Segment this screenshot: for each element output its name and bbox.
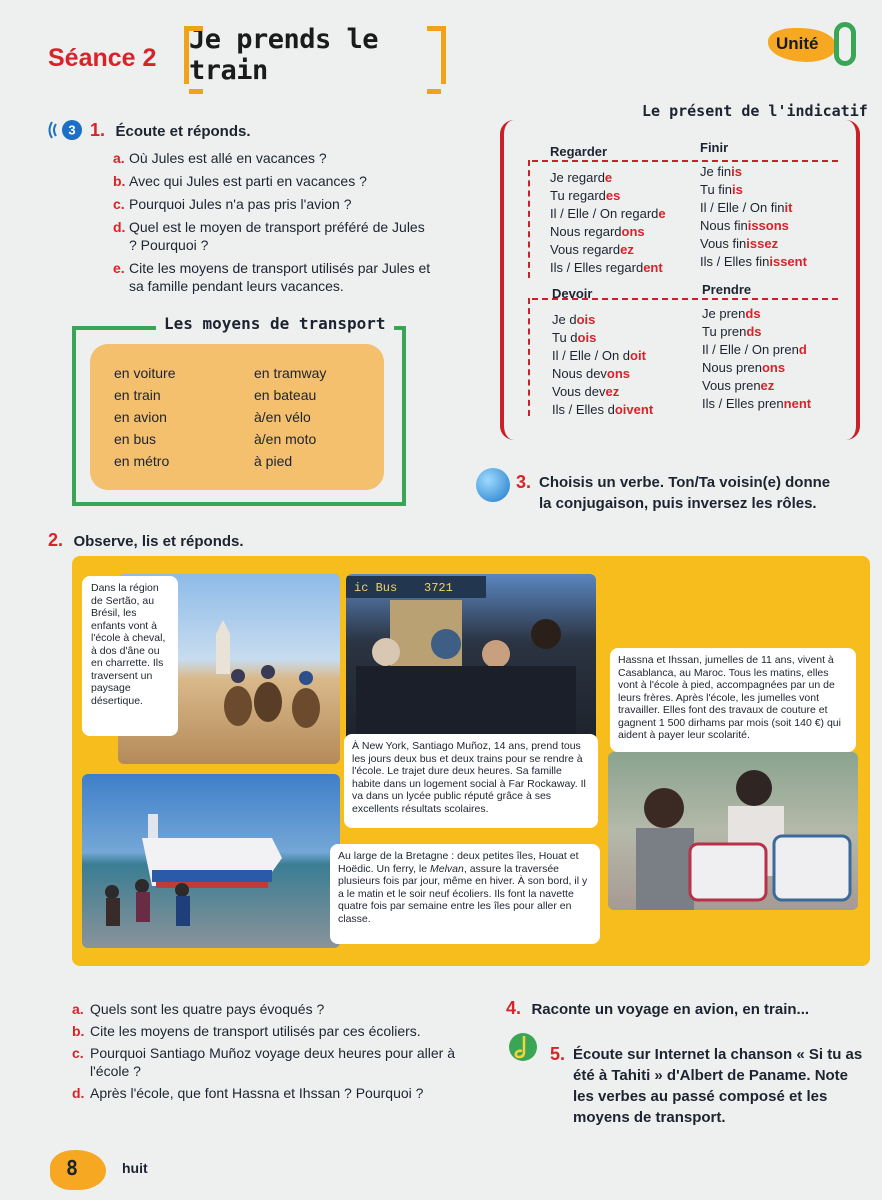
- conjugation-stem: Je regard: [550, 170, 605, 185]
- question-text: Quel est le moyen de transport préféré de Jules ? Pourquoi ?: [129, 219, 425, 253]
- conjugation-ending: nent: [783, 396, 812, 411]
- conjugation-row: [702, 359, 811, 377]
- transport-item: en avion: [114, 409, 167, 425]
- conjugation-title: Le présent de l'indicatif: [636, 102, 874, 120]
- conjugation-stem: Vous dev: [552, 384, 606, 399]
- caption-bresil: Dans la région de Sertão, au Brésil, les enfants vont à l'école à cheval, à dos d'âne ou en charrette. Ils traversent un paysage désertique.: [82, 576, 178, 736]
- question-item: [72, 1022, 472, 1040]
- conjugation-ending: is: [731, 164, 742, 179]
- conjugation-ending: ez: [605, 384, 620, 399]
- caption-newyork: À New York, Santiago Muñoz, 14 ans, prend tous les jours deux bus et deux trains pour se rendre à l'école. Le trajet dure deux heures. Sa famille habite dans un logement social à Far Rockaway. Il va dans un lycée public réputé grâce à ses excellents résultats scolaires.: [344, 734, 598, 828]
- conjugation-stem: Nous dev: [552, 366, 607, 381]
- exercise-2-questions: [72, 1000, 472, 1106]
- conjugation-row: [550, 169, 666, 187]
- unit-badge: [768, 22, 864, 66]
- conjugation-row: [702, 395, 811, 413]
- conjugation-ending: it: [784, 200, 793, 215]
- conjugation-ending: ons: [606, 366, 631, 381]
- conjugation-row: [552, 329, 653, 347]
- verb-forms: [702, 305, 811, 413]
- photo-bretagne: [82, 774, 340, 948]
- conjugation-row: [550, 205, 666, 223]
- photo-newyork: [346, 574, 596, 744]
- audio-track-number: 3: [68, 122, 76, 138]
- seance-label: Séance 2: [48, 44, 157, 72]
- conjugation-ending: ds: [746, 324, 762, 339]
- question-letter: c.: [72, 1045, 84, 1061]
- verb-name: Regarder: [550, 144, 608, 159]
- question-letter: a.: [72, 1001, 84, 1017]
- transport-item: en bateau: [254, 387, 317, 403]
- conjugation-row: [552, 383, 653, 401]
- unit-label: Unité: [776, 34, 819, 53]
- question-text: Avec qui Jules est parti en vacances ?: [129, 173, 367, 189]
- caption-maroc: Hassna et Ihssan, jumelles de 11 ans, vivent à Casablanca, au Maroc. Tous les matins, elles vont à l'école à pied, accompagnées par un de leurs frères. Après l'école, les jumelles vont travailler. Elles font des travaux de couture et gagnent 1 500 dirhams par mois (soit 140 €) qui aident à payer leur scolarité.: [610, 648, 856, 752]
- caption-bretagne: [330, 844, 600, 944]
- conjugation-row: [700, 181, 807, 199]
- exercise-2-title: Observe, lis et réponds.: [73, 533, 244, 550]
- lesson-title-frame: [184, 26, 446, 84]
- conjugation-ending: is: [732, 182, 743, 197]
- exercise-5-text: Écoute sur Internet la chanson « Si tu as été à Tahiti » d'Albert de Paname. Note les verbes au passé composé et les moyens de transport.: [573, 1046, 863, 1126]
- exercise-3-number: 3.: [516, 472, 532, 492]
- conjugation-row: [552, 365, 653, 383]
- conjugation-stem: Je d: [552, 312, 577, 327]
- question-item: [72, 1044, 472, 1080]
- conjugation-row: [550, 187, 666, 205]
- question-text: Quels sont les quatre pays évoqués ?: [90, 1001, 325, 1017]
- conjugation-stem: Nous fin: [700, 218, 748, 233]
- verb-block-prendre: [702, 282, 811, 413]
- conjugation-stem: Tu d: [552, 330, 578, 345]
- question-letter: c.: [113, 196, 125, 212]
- conjugation-divider: [528, 298, 530, 416]
- exercise-4-text: Raconte un voyage en avion, en train...: [531, 1001, 810, 1018]
- conjugation-ending: e: [658, 206, 666, 221]
- verb-name: Prendre: [702, 282, 752, 297]
- verb-forms: [550, 169, 666, 277]
- conjugation-row: [552, 311, 653, 329]
- transport-list-left: [114, 362, 175, 472]
- conjugation-ending: oivent: [614, 402, 654, 417]
- conjugation-ending: issez: [746, 236, 779, 251]
- exercise-5: [550, 1044, 870, 1128]
- question-text: Cite les moyens de transport utilisés par ces écoliers.: [90, 1023, 421, 1039]
- transport-title: Les moyens de transport: [156, 314, 394, 333]
- transport-item: en métro: [114, 453, 170, 469]
- transport-item: en voiture: [114, 365, 176, 381]
- conjugation-stem: Nous pren: [702, 360, 762, 375]
- exercise-3-line: la conjugaison, puis inversez les rôles.: [539, 495, 817, 512]
- conjugation-stem: Tu regard: [550, 188, 606, 203]
- question-item: [113, 218, 433, 254]
- conjugation-stem: Vous regard: [550, 242, 621, 257]
- caption-bretagne-text: Au large de la Bretagne : deux petites îles, Houat et Hoëdic. Un ferry, le: [338, 850, 579, 875]
- verb-name: Devoir: [552, 286, 593, 301]
- caption-bretagne-text: , assure la traversée plusieurs fois par jour, même en hiver. À son bord, il y a le matin et le soir neuf écoliers. Ils font la navette quatre fois par semaine entre les îles pour aller en classe.: [338, 862, 588, 925]
- exercise-4-number: 4.: [506, 998, 522, 1018]
- conjugation-ending: d: [798, 342, 807, 357]
- music-note-icon: [508, 1030, 538, 1064]
- verb-forms: [552, 311, 653, 419]
- question-item: [113, 259, 433, 295]
- conjugation-stem: Je pren: [702, 306, 746, 321]
- conjugation-row: [702, 305, 811, 323]
- conjugation-stem: Ils / Elles fin: [700, 254, 770, 269]
- exercise-2-number: 2.: [48, 530, 64, 550]
- verb-block-devoir: [552, 286, 653, 419]
- conjugation-row: [700, 199, 807, 217]
- photo-maroc: [608, 752, 858, 910]
- conjugation-row: [550, 223, 666, 241]
- exercise-1-number: 1.: [90, 120, 106, 140]
- question-item: [113, 172, 433, 190]
- unit-number-zero: [834, 22, 856, 66]
- question-letter: b.: [72, 1023, 85, 1039]
- conjugation-ending: issent: [769, 254, 807, 269]
- question-text: Après l'école, que font Hassna et Ihssan ? Pourquoi ?: [90, 1085, 424, 1101]
- conjugation-stem: Nous regard: [550, 224, 622, 239]
- conjugation-ending: oit: [630, 348, 646, 363]
- exercise-3-line: Choisis un verbe. Ton/Ta voisin(e) donne: [539, 474, 831, 491]
- caption-bretagne-ship: Melvan: [430, 862, 464, 875]
- conjugation-row: [552, 347, 653, 365]
- exercise-1-questions: [113, 149, 433, 300]
- conjugation-stem: Je fin: [700, 164, 732, 179]
- conjugation-row: [702, 341, 811, 359]
- audio-track-icon[interactable]: [46, 118, 86, 142]
- question-letter: e.: [113, 260, 125, 276]
- lesson-title: Je prends le train: [189, 24, 379, 86]
- exercise-1-title: Écoute et réponds.: [115, 123, 251, 140]
- question-letter: d.: [72, 1085, 85, 1101]
- question-text: Cite les moyens de transport utilisés par Jules et sa famille pendant leurs vacances.: [129, 260, 431, 294]
- conjugation-stem: Il / Elle / On regard: [550, 206, 659, 221]
- transport-item: à/en moto: [254, 431, 317, 447]
- conjugation-ending: ez: [620, 242, 634, 257]
- conjugation-ending: ds: [745, 306, 761, 321]
- question-item: [72, 1000, 472, 1018]
- conjugation-stem: Ils / Elles regard: [550, 260, 644, 275]
- page-number-word: huit: [122, 1160, 148, 1176]
- stories-panel: [72, 556, 870, 966]
- question-item: [72, 1084, 472, 1102]
- conjugation-ending: ois: [577, 330, 597, 345]
- verb-forms: [700, 163, 807, 271]
- exercise-3: [516, 472, 866, 514]
- question-item: [113, 195, 433, 213]
- globe-pair-work-icon: [476, 468, 510, 502]
- transport-card: [90, 344, 384, 490]
- conjugation-row: [552, 401, 653, 419]
- transport-item: à/en vélo: [254, 409, 311, 425]
- conjugation-stem: Ils / Elles d: [552, 402, 615, 417]
- conjugation-stem: Ils / Elles pren: [702, 396, 784, 411]
- conjugation-divider: [528, 160, 530, 278]
- transport-item: en train: [114, 387, 161, 403]
- question-text: Où Jules est allé en vacances ?: [129, 150, 327, 166]
- conjugation-stem: Tu pren: [702, 324, 747, 339]
- conjugation-ending: ez: [760, 378, 775, 393]
- transport-list-right: [254, 362, 326, 472]
- transport-item: en bus: [114, 431, 157, 447]
- conjugation-row: [700, 235, 807, 253]
- conjugation-row: [702, 377, 811, 395]
- page-number: 8: [66, 1156, 79, 1180]
- conjugation-row: [700, 253, 807, 271]
- verb-block-finir: [700, 140, 807, 271]
- transport-item: en tramway: [254, 365, 327, 381]
- conjugation-row: [550, 241, 666, 259]
- conjugation-stem: Vous fin: [700, 236, 747, 251]
- conjugation-stem: Vous pren: [702, 378, 761, 393]
- exercise-4: [506, 998, 856, 1019]
- question-letter: a.: [113, 150, 125, 166]
- conjugation-stem: Il / Elle / On pren: [702, 342, 799, 357]
- conjugation-stem: Il / Elle / On fin: [700, 200, 785, 215]
- conjugation-ending: ent: [643, 260, 663, 275]
- exercise-2-heading: [48, 530, 244, 551]
- conjugation-ending: ons: [761, 360, 786, 375]
- question-text: Pourquoi Santiago Muñoz voyage deux heures pour aller à l'école ?: [90, 1045, 456, 1079]
- verb-name: Finir: [700, 140, 729, 155]
- conjugation-row: [702, 323, 811, 341]
- exercise-3-text: [539, 472, 866, 514]
- conjugation-row: [700, 217, 807, 235]
- verb-block-regarder: [550, 144, 666, 277]
- question-item: [113, 149, 433, 167]
- conjugation-row: [550, 259, 666, 277]
- question-letter: d.: [113, 219, 126, 235]
- question-text: Pourquoi Jules n'a pas pris l'avion ?: [129, 196, 352, 212]
- conjugation-ending: ois: [576, 312, 596, 327]
- bus-number-text: 3721: [424, 581, 453, 595]
- conjugation-ending: issons: [747, 218, 789, 233]
- conjugation-ending: e: [604, 170, 613, 185]
- exercise-1-heading: [90, 120, 251, 141]
- conjugation-stem: Tu fin: [700, 182, 733, 197]
- transport-item: à pied: [254, 453, 293, 469]
- question-letter: b.: [113, 173, 126, 189]
- conjugation-stem: Il / Elle / On d: [552, 348, 631, 363]
- conjugation-ending: es: [605, 188, 621, 203]
- conjugation-ending: ons: [621, 224, 645, 239]
- exercise-5-number: 5.: [550, 1044, 566, 1064]
- bus-sign-text: ic Bus: [354, 581, 398, 595]
- conjugation-row: [700, 163, 807, 181]
